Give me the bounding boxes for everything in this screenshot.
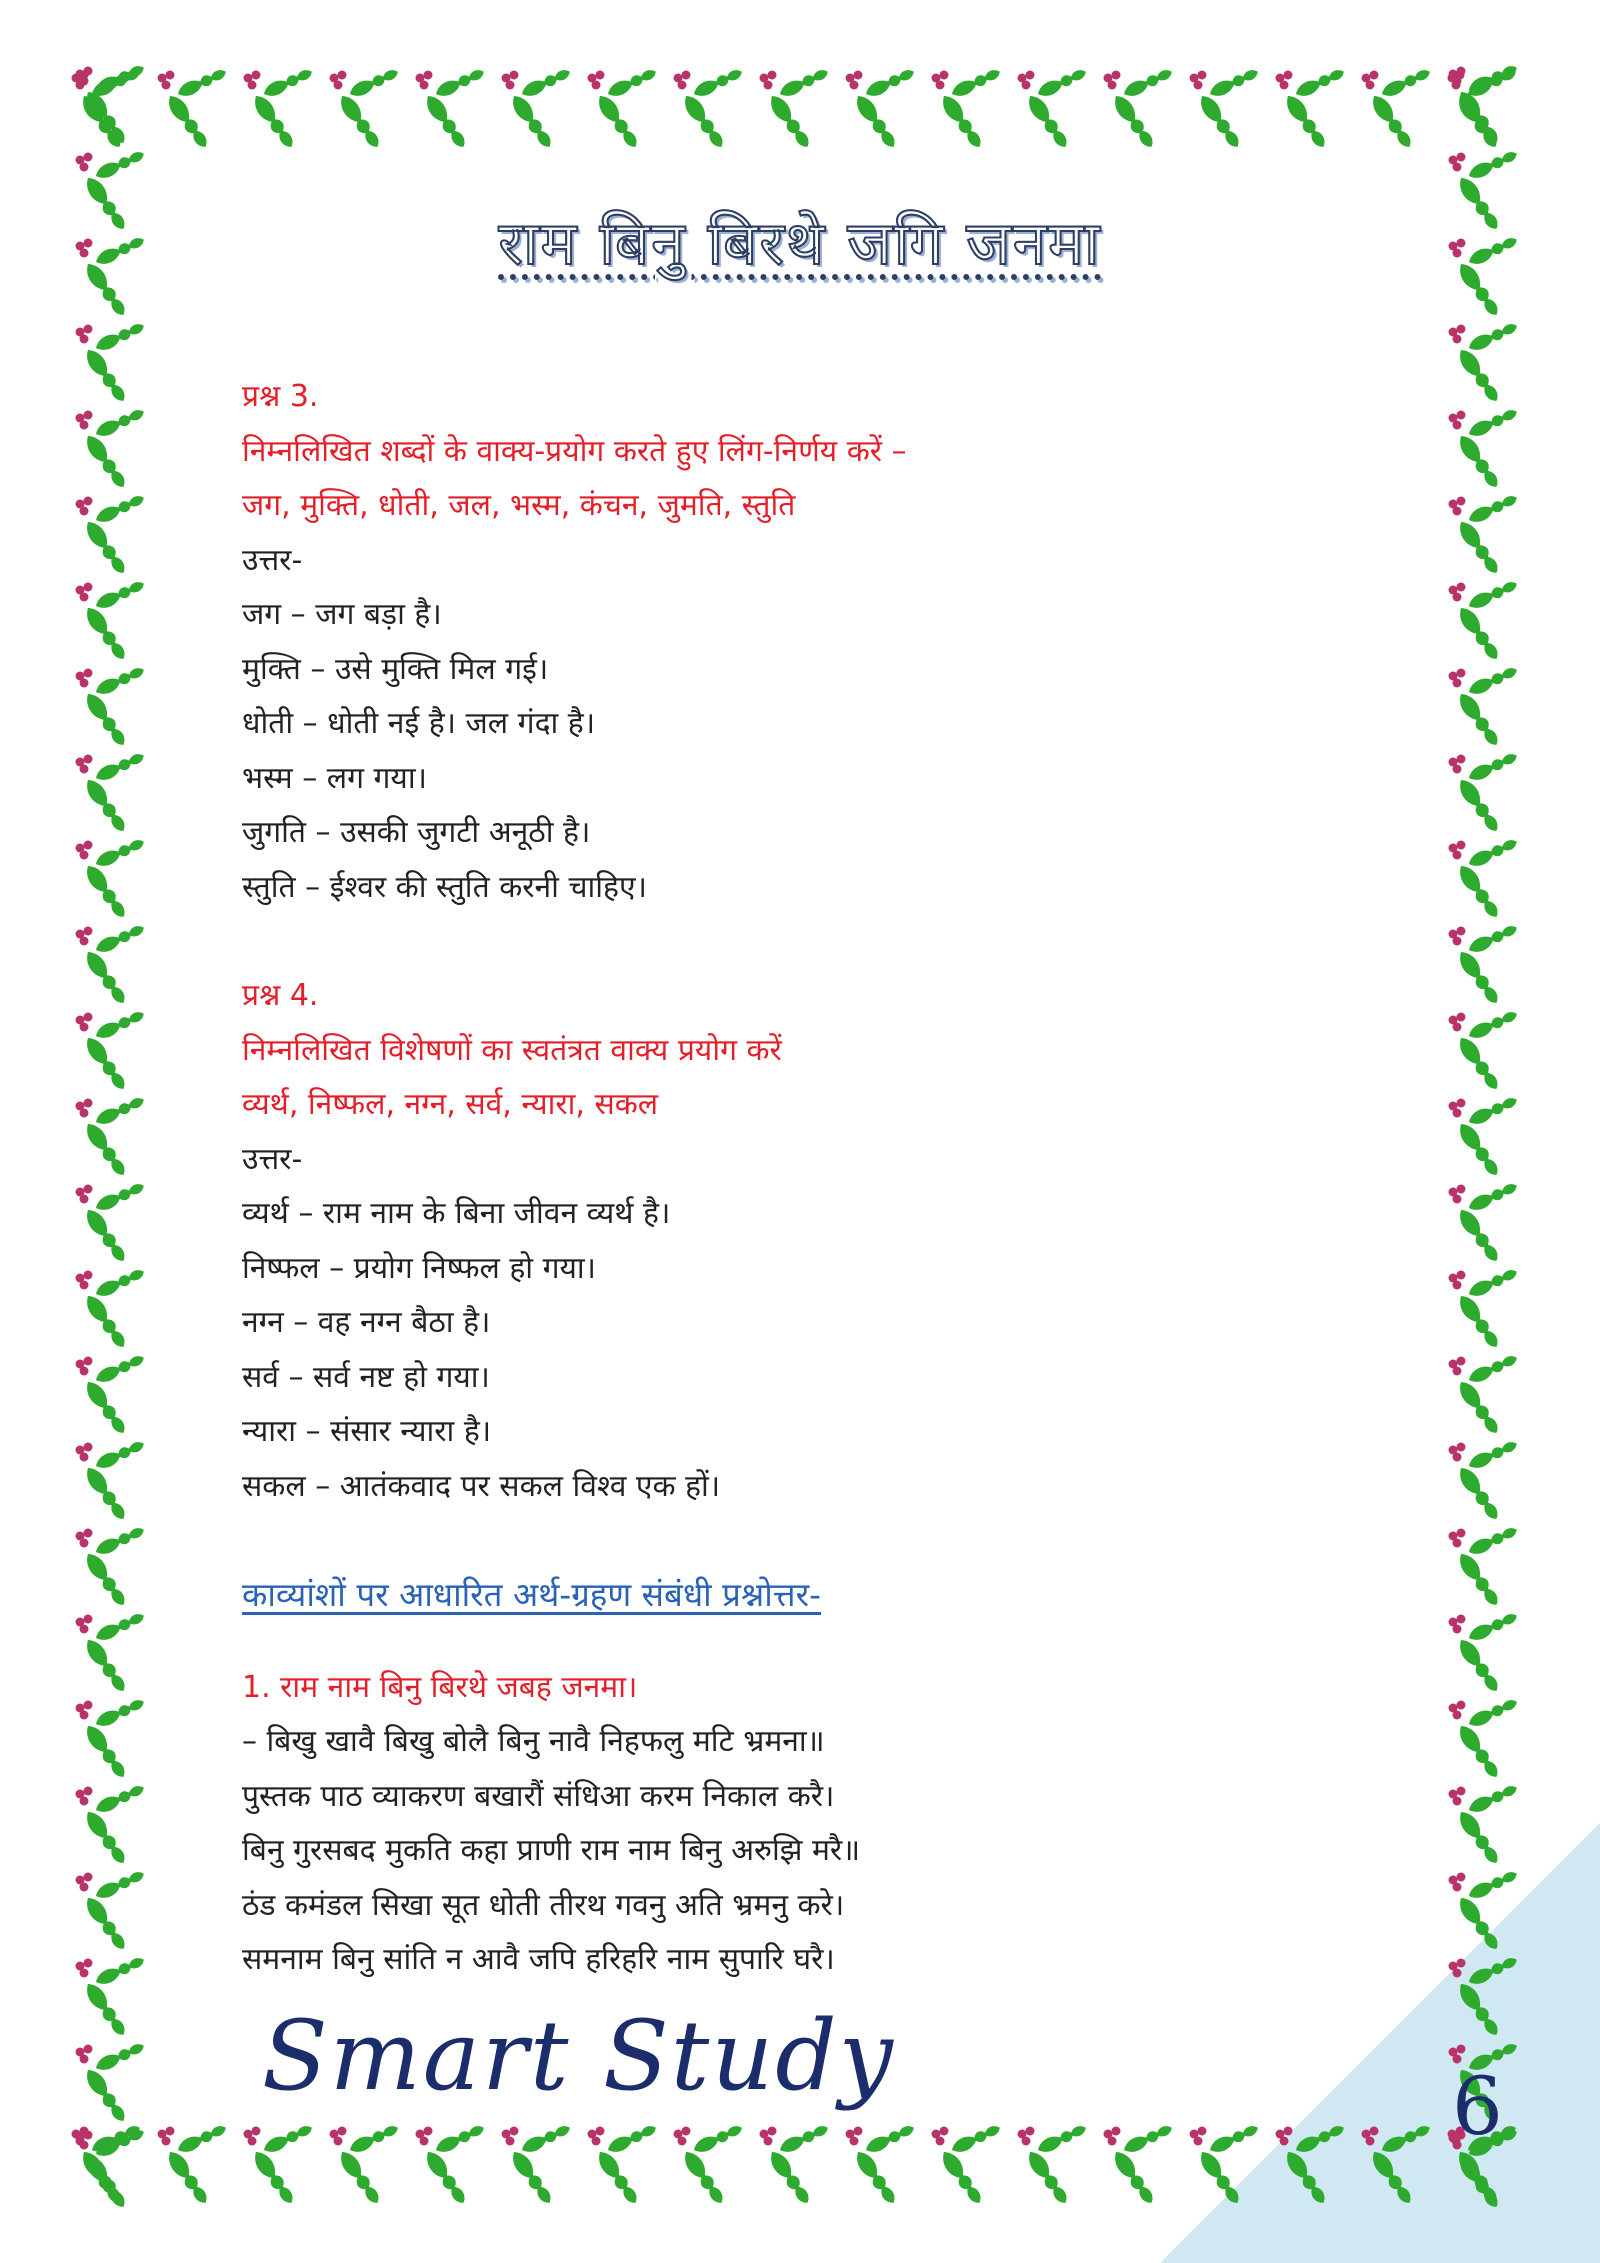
question-4 [242,969,1392,1514]
holly-leaf-icon [76,1180,147,1266]
holly-leaf-icon [76,1094,147,1180]
holly-leaf-icon [1449,406,1520,492]
holly-leaf-icon [76,1352,147,1438]
question-prompt: निम्नलिखित विशेषणों का स्वतंत्रत वाक्य प्रयोग करें [242,1032,782,1068]
answer-line: निष्फल – प्रयोग निष्फल हो गया। [242,1250,597,1286]
answer-line: भस्म – लग गया। [242,760,427,796]
holly-leaf-icon [76,1438,147,1524]
holly-leaf-icon [846,2122,917,2208]
holly-leaf-icon [76,1266,147,1352]
question-words: व्यर्थ, निष्फल, नग्न, सर्व, न्यारा, सकल [242,1087,659,1122]
holly-border-left [62,62,167,2223]
holly-leaf-icon [1449,492,1520,578]
holly-leaf-icon [416,66,487,152]
holly-leaf-icon [1362,2122,1433,2208]
holly-leaf-icon [760,2122,831,2208]
holly-leaf-icon [1449,922,1520,1008]
holly-leaf-icon [1362,66,1433,152]
holly-leaf-icon [76,320,147,406]
page-title: राम बिनु बिरथे जगि जनमा [498,209,1102,279]
holly-leaf-icon [158,66,229,152]
holly-leaf-icon [1018,2122,1089,2208]
holly-leaf-icon [1449,1782,1520,1868]
answer-line: नग्न – वह नग्न बैठा है। [242,1305,491,1340]
holly-leaf-icon [1449,1868,1520,1954]
question-number: प्रश्न 3. [242,379,319,414]
answer-line: जग – जग बड़ा है। [242,597,442,632]
holly-leaf-icon [76,922,147,1008]
holly-border-right [1435,62,1540,2223]
poem-block [242,1661,1392,1988]
holly-leaf-icon [588,2122,659,2208]
answer-line: मुक्ति – उसे मुक्ति मिल गई। [242,651,549,687]
holly-leaf-icon [76,836,147,922]
holly-leaf-icon [932,2122,1003,2208]
holly-leaf-icon [1449,750,1520,836]
question-words: जग, मुक्ति, धोती, जल, भस्म, कंचन, जुमति, स्तुति [242,488,796,523]
answer-line: सर्व – सर्व नष्ट हो गया। [242,1359,490,1395]
holly-leaf-icon [1449,1008,1520,1094]
holly-leaf-icon [330,66,401,152]
holly-leaf-icon [1449,1524,1520,1610]
holly-leaf-icon [76,1696,147,1782]
holly-leaf-icon [76,578,147,664]
smart-study-signature: Smart Study [262,2000,895,2112]
holly-leaf-icon [330,2122,401,2208]
holly-leaf-icon [76,1868,147,1954]
holly-leaf-icon [1449,664,1520,750]
holly-leaf-icon [1449,62,1520,147]
answer-label: उत्तर- [242,542,303,578]
holly-leaf-icon [1449,1352,1520,1438]
holly-leaf-icon [1018,66,1089,152]
question-3 [242,370,1392,915]
holly-leaf-icon [932,66,1003,152]
holly-leaf-icon [244,66,315,152]
holly-leaf-icon [416,2122,487,2208]
poem-line: पुस्तक पाठ व्याकरण बखारौं संधिआ करम निकाल करै। [242,1778,835,1814]
holly-leaf-icon [502,2122,573,2208]
holly-leaf-icon [1449,1610,1520,1696]
holly-border-top [62,62,1540,167]
holly-leaf-icon [1449,1180,1520,1266]
holly-border-bottom [62,2118,1540,2223]
main-content [242,370,1392,1988]
holly-leaf-icon [76,62,147,147]
holly-leaf-icon [1449,1094,1520,1180]
holly-leaf-icon [76,1954,147,2040]
page-number: 6 [1452,2060,1503,2153]
question-number: प्रश्न 4. [242,978,319,1013]
holly-leaf-icon [1104,2122,1175,2208]
section-heading-link[interactable]: काव्यांशों पर आधारित अर्थ-ग्रहण संबंधी प्रश्नोत्तर- [242,1575,822,1614]
holly-leaf-icon [76,664,147,750]
poem-line: समनाम बिनु सांति न आवै जपि हरिहरि नाम सुपारि घरै। [242,1942,835,1977]
poem-title-line: 1. राम नाम बिनु बिरथे जबह जनमा। [242,1669,638,1705]
holly-leaf-icon [76,2040,147,2126]
holly-leaf-icon [760,66,831,152]
holly-leaf-icon [674,2122,745,2208]
answer-line: जुगति – उसकी जुगटी अनूठी है। [242,815,591,850]
holly-leaf-icon [76,406,147,492]
holly-leaf-icon [1276,2122,1347,2208]
holly-leaf-icon [1190,2122,1261,2208]
holly-leaf-icon [76,2126,147,2212]
holly-leaf-icon [1190,66,1261,152]
poem-line: ठंड कमंडल सिखा सूत धोती तीरथ गवनु अति भ्रमनु करे। [242,1887,845,1923]
holly-leaf-icon [1104,66,1175,152]
poem-line: बिनु गुरसबद मुकति कहा प्राणी राम नाम बिनु अरुझि मरै॥ [242,1833,861,1868]
holly-leaf-icon [76,1524,147,1610]
holly-leaf-icon [1449,320,1520,406]
holly-leaf-icon [1449,836,1520,922]
holly-leaf-icon [1449,1438,1520,1524]
holly-leaf-icon [158,2122,229,2208]
holly-leaf-icon [1449,1266,1520,1352]
holly-leaf-icon [1276,66,1347,152]
answer-line: न्यारा – संसार न्यारा है। [242,1414,492,1449]
holly-leaf-icon [1449,1954,1520,2040]
answer-line: सकल – आतंकवाद पर सकल विश्व एक हों। [242,1468,721,1504]
holly-leaf-icon [244,2122,315,2208]
holly-leaf-icon [502,66,573,152]
question-prompt: निम्नलिखित शब्दों के वाक्य-प्रयोग करते हुए लिंग-निर्णय करें – [242,433,907,469]
answer-line: स्तुति – ईश्वर की स्तुति करनी चाहिए। [242,869,647,905]
holly-leaf-icon [1449,1696,1520,1782]
answer-label: उत्तर- [242,1141,303,1177]
holly-leaf-icon [76,492,147,578]
holly-leaf-icon [76,1610,147,1696]
holly-leaf-icon [846,66,917,152]
holly-leaf-icon [588,66,659,152]
holly-leaf-icon [674,66,745,152]
answer-line: व्यर्थ – राम नाम के बिना जीवन व्यर्थ है। [242,1196,671,1231]
answer-line: धोती – धोती नई है। जल गंदा है। [242,706,596,741]
holly-leaf-icon [1449,578,1520,664]
poem-line: – बिखु खावै बिखु बोलै बिनु नावै निहफलु मटि भ्रमना॥ [242,1724,825,1759]
holly-leaf-icon [76,1782,147,1868]
holly-leaf-icon [76,750,147,836]
holly-leaf-icon [76,1008,147,1094]
